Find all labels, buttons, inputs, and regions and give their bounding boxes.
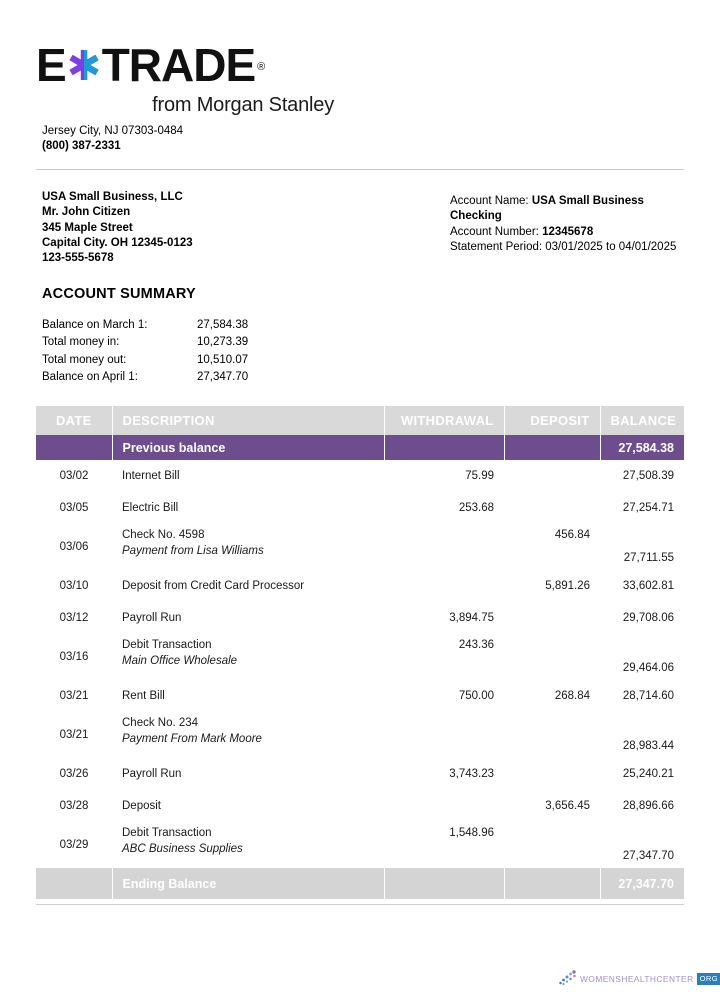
account-number-label: Account Number: bbox=[450, 225, 539, 238]
cell-description bbox=[112, 602, 384, 634]
account-name-label: Account Name: bbox=[450, 195, 529, 207]
table-row bbox=[36, 570, 684, 602]
cell-date: 03/29 bbox=[36, 822, 112, 868]
cell-deposit: 456.84 bbox=[504, 524, 600, 570]
ending-balance-withdrawal bbox=[384, 868, 504, 900]
cell-date: 03/21 bbox=[36, 680, 112, 712]
cell-balance: 29,464.06 bbox=[600, 634, 684, 680]
cell-withdrawal: 750.00 bbox=[384, 680, 504, 712]
cell-withdrawal: 75.99 bbox=[384, 460, 504, 492]
cell-deposit bbox=[504, 602, 600, 634]
issuer-phone: (800) 387-2331 bbox=[42, 140, 121, 152]
cell-balance: 29,708.06 bbox=[600, 602, 684, 634]
cell-deposit bbox=[504, 492, 600, 524]
summary-label: Total money in: bbox=[42, 336, 120, 349]
summary-row bbox=[42, 369, 292, 386]
cell-date: 03/26 bbox=[36, 758, 112, 790]
account-summary-body bbox=[42, 317, 292, 387]
transactions-table bbox=[36, 406, 684, 899]
account-info bbox=[450, 194, 690, 255]
table-row bbox=[36, 712, 684, 758]
description-main: Debit Transaction bbox=[122, 639, 212, 651]
description-main: Electric Bill bbox=[122, 501, 179, 514]
description-main: Internet Bill bbox=[122, 469, 180, 482]
cell-description bbox=[112, 680, 384, 712]
description-sub: Payment From Mark Moore bbox=[122, 733, 262, 745]
ending-balance-date bbox=[36, 868, 112, 900]
description-sub: Main Office Wholesale bbox=[122, 655, 238, 667]
customer-company: USA Small Business, LLC bbox=[42, 191, 183, 203]
cell-description bbox=[112, 822, 384, 868]
cell-deposit bbox=[504, 758, 600, 790]
logo-word-trade: TRADE bbox=[101, 39, 256, 91]
transactions-body bbox=[36, 435, 684, 899]
cell-deposit bbox=[504, 822, 600, 868]
customer-phone: 123-555-5678 bbox=[42, 252, 114, 265]
summary-row bbox=[42, 317, 292, 334]
description-main: Check No. 4598 bbox=[122, 529, 205, 541]
summary-value: 27,347.70 bbox=[197, 371, 249, 384]
cell-description bbox=[112, 758, 384, 790]
registered-mark-icon: ® bbox=[257, 60, 265, 73]
summary-label: Balance on April 1: bbox=[42, 371, 138, 384]
table-row bbox=[36, 524, 684, 570]
cell-withdrawal bbox=[384, 524, 504, 570]
watermark-text: WOMENSHEALTHCENTER bbox=[580, 974, 694, 984]
cell-date: 03/05 bbox=[36, 492, 112, 524]
cell-date: 03/12 bbox=[36, 602, 112, 634]
cell-date: 03/28 bbox=[36, 790, 112, 822]
statement-period-value: 03/01/2025 to 04/01/2025 bbox=[545, 240, 677, 253]
previous-balance-amount: 27,584.38 bbox=[600, 435, 684, 460]
customer-address bbox=[42, 190, 193, 266]
description-sub: ABC Business Supplies bbox=[122, 843, 243, 855]
account-summary-title: ACCOUNT SUMMARY bbox=[42, 286, 196, 302]
summary-value: 10,273.39 bbox=[197, 336, 249, 349]
ending-balance-deposit bbox=[504, 868, 600, 900]
description-main: Payroll Run bbox=[122, 767, 182, 780]
cell-withdrawal: 1,548.96 bbox=[384, 822, 504, 868]
table-row bbox=[36, 822, 684, 868]
table-row bbox=[36, 790, 684, 822]
ending-balance-label: Ending Balance bbox=[112, 868, 384, 900]
cell-deposit bbox=[504, 460, 600, 492]
cell-date: 03/10 bbox=[36, 570, 112, 602]
watermark-badge: ORG bbox=[697, 973, 720, 985]
column-header-description: DESCRIPTION bbox=[112, 406, 384, 435]
cell-deposit bbox=[504, 634, 600, 680]
previous-balance-date bbox=[36, 435, 112, 460]
ending-balance-row bbox=[36, 868, 684, 900]
statement-period-row bbox=[450, 240, 690, 255]
account-number-row bbox=[450, 225, 690, 240]
cell-date: 03/02 bbox=[36, 460, 112, 492]
cell-description bbox=[112, 790, 384, 822]
summary-value: 27,584.38 bbox=[197, 319, 249, 331]
account-name-row bbox=[450, 194, 690, 225]
column-header-balance: BALANCE bbox=[600, 406, 684, 435]
cell-description bbox=[112, 460, 384, 492]
summary-row bbox=[42, 352, 292, 369]
description-main: Rent Bill bbox=[122, 689, 165, 702]
dots-icon bbox=[558, 969, 580, 989]
account-summary-table bbox=[42, 317, 292, 387]
header-divider bbox=[36, 169, 684, 170]
cell-description bbox=[112, 524, 384, 570]
description-main: Deposit bbox=[122, 799, 161, 812]
watermark bbox=[558, 966, 719, 992]
logo-letter-e: E bbox=[36, 39, 66, 91]
cell-date: 03/21 bbox=[36, 712, 112, 758]
cell-withdrawal: 3,894.75 bbox=[384, 602, 504, 634]
previous-balance-label: Previous balance bbox=[112, 435, 384, 460]
cell-balance: 28,714.60 bbox=[600, 680, 684, 712]
table-row bbox=[36, 460, 684, 492]
transactions-header-row bbox=[36, 406, 684, 435]
account-number-value: 12345678 bbox=[542, 225, 594, 238]
cell-deposit: 268.84 bbox=[504, 680, 600, 712]
cell-withdrawal bbox=[384, 790, 504, 822]
table-row bbox=[36, 492, 684, 524]
cell-balance: 33,602.81 bbox=[600, 570, 684, 602]
ending-balance-amount: 27,347.70 bbox=[600, 868, 684, 900]
cell-deposit bbox=[504, 712, 600, 758]
issuer-address bbox=[42, 124, 183, 154]
logo-wordmark bbox=[36, 39, 336, 91]
customer-street: 345 Maple Street bbox=[42, 221, 133, 234]
cell-balance: 27,711.55 bbox=[600, 524, 684, 570]
description-main: Debit Transaction bbox=[122, 827, 212, 839]
asterisk-icon bbox=[67, 48, 101, 82]
cell-withdrawal bbox=[384, 712, 504, 758]
cell-balance: 27,508.39 bbox=[600, 460, 684, 492]
cell-description bbox=[112, 712, 384, 758]
customer-name: Mr. John Citizen bbox=[42, 206, 131, 219]
summary-label: Total money out: bbox=[42, 353, 127, 366]
etrade-logo bbox=[36, 39, 336, 117]
cell-balance: 28,983.44 bbox=[600, 712, 684, 758]
summary-label: Balance on March 1: bbox=[42, 319, 148, 331]
table-bottom-divider bbox=[36, 904, 684, 905]
previous-balance-deposit bbox=[504, 435, 600, 460]
cell-description bbox=[112, 492, 384, 524]
cell-description bbox=[112, 570, 384, 602]
cell-withdrawal bbox=[384, 570, 504, 602]
issuer-city-state-zip: Jersey City, NJ 07303-0484 bbox=[42, 125, 184, 137]
cell-balance: 27,254.71 bbox=[600, 492, 684, 524]
cell-withdrawal: 3,743.23 bbox=[384, 758, 504, 790]
table-row bbox=[36, 758, 684, 790]
cell-withdrawal: 243.36 bbox=[384, 634, 504, 680]
description-main: Payroll Run bbox=[122, 611, 182, 624]
previous-balance-row bbox=[36, 435, 684, 460]
summary-value: 10,510.07 bbox=[197, 353, 249, 366]
statement-period-label: Statement Period: bbox=[450, 240, 543, 253]
column-header-withdrawal: WITHDRAWAL bbox=[384, 406, 504, 435]
summary-row bbox=[42, 334, 292, 351]
transactions-header bbox=[36, 406, 684, 435]
column-header-deposit: DEPOSIT bbox=[504, 406, 600, 435]
logo-tagline: from Morgan Stanley bbox=[152, 94, 334, 116]
cell-balance: 27,347.70 bbox=[600, 822, 684, 868]
column-header-date: DATE bbox=[36, 406, 112, 435]
previous-balance-withdrawal bbox=[384, 435, 504, 460]
cell-deposit: 5,891.26 bbox=[504, 570, 600, 602]
table-row bbox=[36, 680, 684, 712]
cell-date: 03/16 bbox=[36, 634, 112, 680]
cell-balance: 28,896.66 bbox=[600, 790, 684, 822]
cell-deposit: 3,656.45 bbox=[504, 790, 600, 822]
cell-description bbox=[112, 634, 384, 680]
cell-balance: 25,240.21 bbox=[600, 758, 684, 790]
customer-city-state-zip: Capital City. OH 12345-0123 bbox=[42, 236, 193, 249]
cell-date: 03/06 bbox=[36, 524, 112, 570]
cell-withdrawal: 253.68 bbox=[384, 492, 504, 524]
description-sub: Payment from Lisa Williams bbox=[122, 545, 264, 557]
account-name-value: USA Small Business Checking bbox=[450, 195, 644, 223]
table-row bbox=[36, 602, 684, 634]
table-row bbox=[36, 634, 684, 680]
description-main: Check No. 234 bbox=[122, 717, 199, 729]
description-main: Deposit from Credit Card Processor bbox=[122, 579, 305, 592]
